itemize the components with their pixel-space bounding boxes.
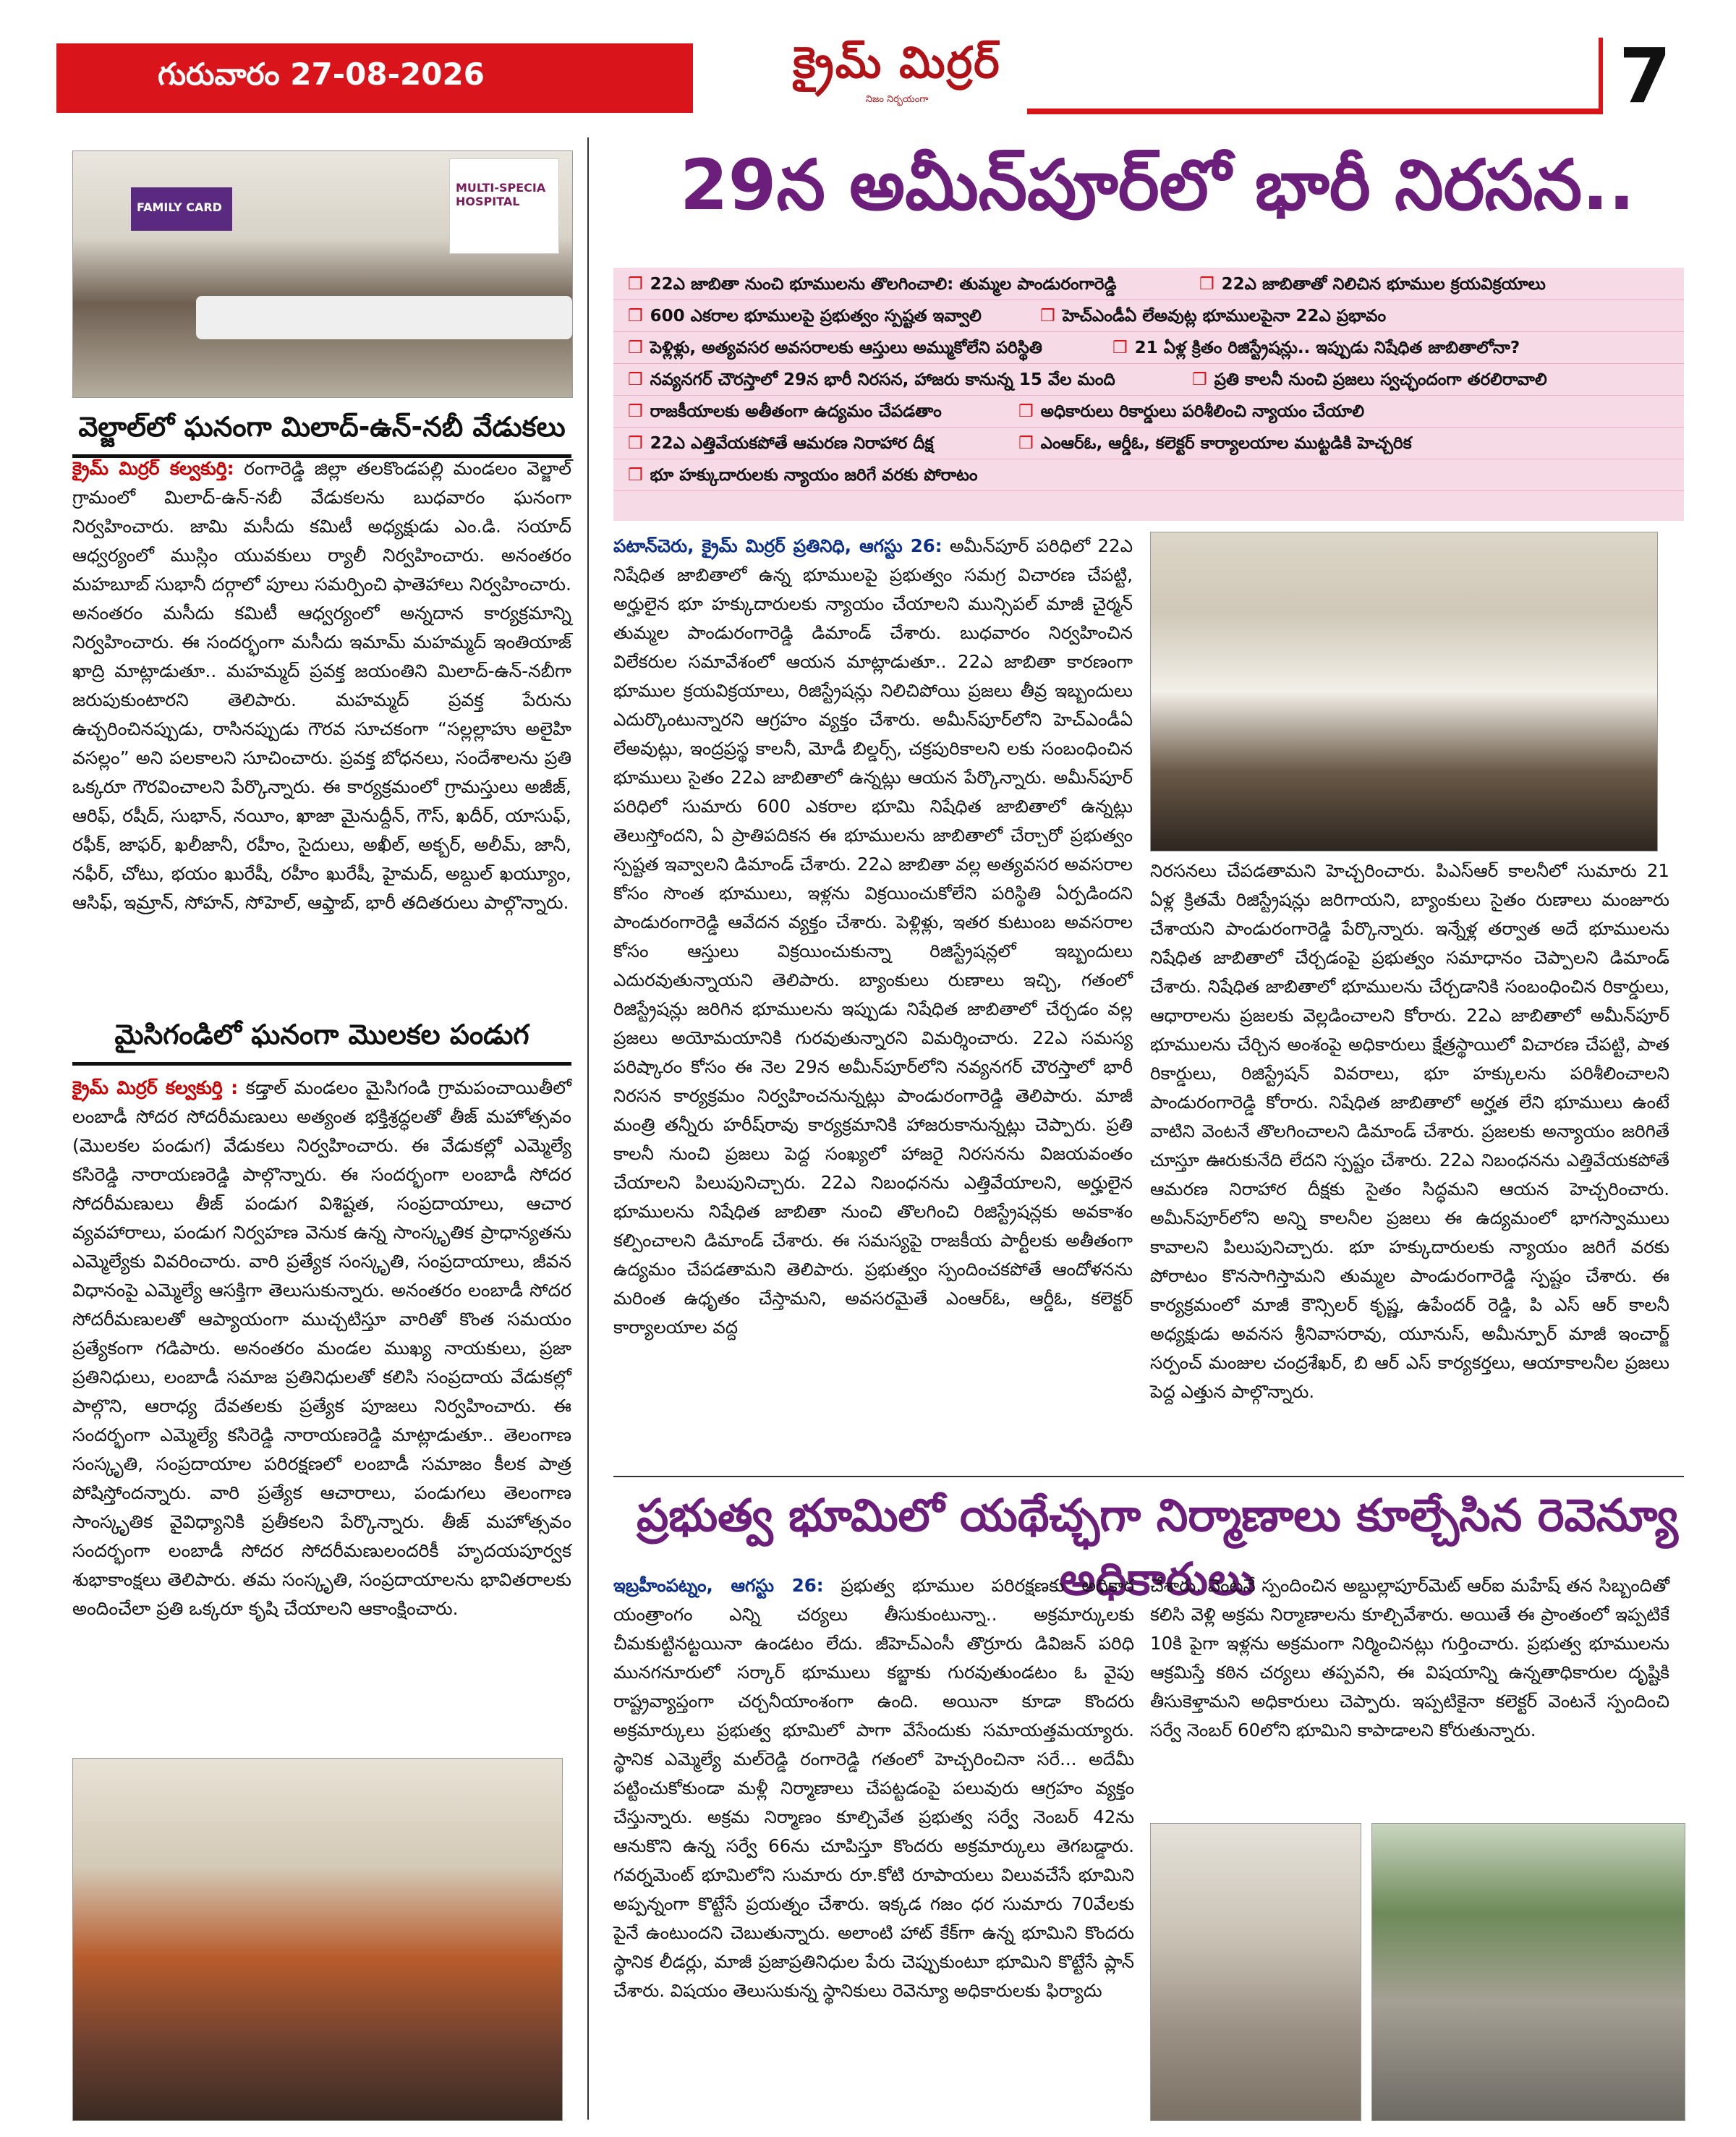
page-number: 7: [1619, 32, 1672, 120]
highlight-item: ❒ అధికారులు రికార్డులు పరిశీలించి న్యాయం చేయాలి: [1018, 402, 1364, 425]
highlight-item: ❒ 600 ఎకరాల భూములపై ప్రభుత్వం స్పష్టత ఇవ్వాలి: [628, 307, 982, 330]
story2-headline: మైసిగండిలో ఘనంగా మొలకల పండుగ: [72, 1019, 571, 1066]
highlight-item: ❒ 22ఎ జాబితాతో నిలిచిన భూముల క్రయవిక్రయాలు: [1199, 275, 1546, 298]
highlight-item: ❒ 22ఎ జాబితా నుంచి భూములను తొలగించాలి: తుమ్మల పాండురంగారెడ్డి: [628, 275, 1117, 298]
date-bar: [56, 43, 693, 113]
highlight-item: ❒ ప్రతి కాలనీ నుంచి ప్రజలు స్వచ్ఛందంగా తరలిరావాలి: [1192, 370, 1547, 394]
highlight-item: ❒ హెచ్‌ఎండీఏ లేఅవుట్ల భూములపైనా 22ఎ ప్రభావం: [1040, 307, 1386, 330]
story2-text: కడ్తాల్ మండలం మైసిగండి గ్రామపంచాయితీలో లంబాడీ సోదర సోదరీమణులు అత్యంత భక్తిశ్రద్ధలతో తీజ్ మహోత్సవం (మొలకల పండుగ) వేడుకలు నిర్వహించారు. ఈ వేడుకల్లో ఎమ్మెల్యే కసిరెడ్డి నారాయణరెడ్డి పాల్గొన్నారు. ఈ సందర్భంగా లంబాడీ సోదర సోదరీమణులు తీజ్ పండుగ విశిష్టత, సంప్రదాయాలు, ఆచార వ్యవహారాలు, పండుగ నిర్వహణ వెనుక ఉన్న సాంస్కృతిక ప్రాధాన్యతను ఎమ్మెల్యేకు వివరించారు. వారి ప్రత్యేక సంస్కృతి, సంప్రదాయాలు, జీవన విధానంపై ఎమ్మెల్యే ఆసక్తిగా తెలుసుకున్నారు. అనంతరం లంబాడీ సోదర సోదరీమణులతో ఆప్యాయంగా ముచ్చటిస్తూ వారితో కొంత సమయం ప్రత్యేకంగా గడిపారు. అనంతరం మండల ముఖ్య నాయకులు, ప్రజా ప్రతినిధులు, లంబాడీ సమాజ ప్రతినిధులతో కలిసి సంప్రదాయ వేడుకల్లో పాల్గొని, ఆరాధ్య దేవతలకు ప్రత్యేక పూజలు నిర్వహించారు. ఈ సందర్భంగా ఎమ్మెల్యే కసిరెడ్డి నారాయణరెడ్డి మాట్లాడుతూ.. తెలంగాణ సంస్కృతి, సంప్రదాయాల పరిరక్షణలో లంబాడీ సమాజం కీలక పాత్ర పోషిస్తోందన్నారు. వారి ప్రత్యేక ఆచారాలు, పండుగలు తెలంగాణ సాంస్కృతిక వైవిధ్యానికి ప్రతీకలని పేర్కొన్నారు. తీజ్ మహోత్సవం సందర్భంగా లంబాడీ సోదర సోదరీమణులందరికీ హృదయపూర్వక శుభాకాంక్షలు తెలిపారు. తమ సంస్కృతి, సంప్రదాయాలను భావితరాలకు అందించేలా ప్రతి ఒక్కరూ కృషి చేయాలని ఆకాంక్షించారు.: [72, 1077, 571, 1619]
issue-date: గురువారం 27-08-2026: [158, 56, 485, 92]
story1-dateline: క్రైమ్ మిర్రర్ కల్వకుర్తి:: [72, 458, 234, 479]
highlight-item: ❒ 21 ఏళ్ల క్రితం రిజిస్ట్రేషన్లు.. ఇప్పుడు నిషేధిత జాబితాలోనా?: [1112, 339, 1520, 362]
main-body-left: [613, 532, 1133, 1342]
story3-photo-2: [1371, 1823, 1685, 2121]
column-divider: [587, 137, 589, 2120]
highlight-item: ❒ రాజకీయాలకు అతీతంగా ఉద్యమం చేపడతాం: [628, 402, 942, 425]
highlight-item: ❒ ఎంఆర్‌ఓ, ఆర్డీఓ, కలెక్టర్ కార్యాలయాల ముట్టడికి హెచ్చరిక: [1018, 434, 1412, 457]
story3-body-right: [1150, 1571, 1669, 1745]
brand-name: క్రైమ్ మిర్రర్: [793, 38, 1001, 88]
highlight-item: ❒ భూ హక్కుదారులకు న్యాయం జరిగే వరకు పోరాటం: [628, 466, 978, 489]
masthead-rule: [1027, 109, 1620, 114]
hospital-banner-text: MULTI-SPECIA HOSPITAL: [456, 181, 546, 208]
story3-text-left: ప్రభుత్వ భూముల పరిరక్షణకు అధికార యంత్రాంగం ఎన్ని చర్యలు తీసుకుంటున్నా.. అక్రమార్కులకు చీమకుట్టినట్టయినా ఉండటం లేదు. జీహెచ్‌ఎంసీ తొర్రూరు డివిజన్ పరిధి మునగనూరులో సర్కార్ భూములు కబ్జాకు గురవుతుండటం ఓ వైపు రాష్ట్రవ్యాప్తంగా చర్చనీయాంశంగా ఉంది. అయినా కూడా కొందరు అక్రమార్కులు ప్రభుత్వ భూమిలో పాగా వేసేందుకు సమాయత్తమయ్యారు. స్థానిక ఎమ్మెల్యే మల్‌రెడ్డి రంగారెడ్డి గతంలో హెచ్చరించినా సరే... అదేమీ పట్టించుకోకుండా మళ్లీ నిర్మాణాలు చేపట్టడంపై పలువురు ఆగ్రహం వ్యక్తం చేస్తున్నారు. అక్రమ నిర్మాణం కూల్చివేత ప్రభుత్వ సర్వే నెంబర్ 42ను ఆనుకొని ఉన్న సర్వే 66ను చూపిస్తూ కొందరు అక్రమార్కులు తెగబడ్డారు. గవర్నమెంట్ భూమిలోని సుమారు రూ.కోటి రూపాయలు విలువచేసే భూమిని అప్పన్నంగా కొట్టేసే ప్రయత్నం చేశారు. ఇక్కడ గజం ధర సుమారు 70వేలకు పైనే ఉంటుందని చెబుతున్నారు. అలాంటి హాట్ కేక్‌గా ఉన్న భూమిని కొందరు స్థానిక లీడర్లు, మాజీ ప్రజాప్రతినిధుల పేరు చెప్పుకుంటూ భూమిని కొట్టేసే ప్లాన్ చేశారు. విషయం తెలుసుకున్న స్థానికులు రెవెన్యూ అధికారులకు ఫిర్యాదు: [613, 1575, 1134, 2001]
story1-photo: [72, 150, 573, 398]
main-dateline: పటాన్‌చెరు, క్రైమ్ మిర్రర్ ప్రతినిధి, ఆగస్టు 26:: [613, 535, 943, 556]
main-headline: 29న అమీన్‌పూర్‌లో భారీ నిరసన..: [679, 145, 1635, 226]
highlight-item: ❒ 22ఎ ఎత్తివేయకపోతే ఆమరణ నిరాహార దీక్ష: [628, 434, 934, 457]
story1-headline: వెల్జాల్‌లో ఘనంగా మిలాద్-ఉన్-నబీ వేడుకలు: [72, 411, 571, 458]
story1-text: రంగారెడ్డి జిల్లా తలకొండపల్లి మండలం వెల్జాల్ గ్రామంలో మిలాద్-ఉన్-నబీ వేడుకలను బుధవారం ఘనంగా నిర్వహించారు. జామి మసీదు కమిటీ అధ్యక్షుడు ఎం.డి. సయాద్ ఆధ్వర్యంలో ముస్లిం యువకులు ర్యాలీ నిర్వహించారు. అనంతరం మహబూబ్ సుభానీ దర్గాలో పూలు సమర్పించి ఫాతెహాలు నిర్వహించారు. అనంతరం మసీదు కమిటీ ఆధ్వర్యంలో అన్నదాన కార్యక్రమాన్ని నిర్వహించారు. ఈ సందర్భంగా మసీదు ఇమామ్ మహమ్మద్ ఇంతియాజ్ ఖాద్రి మాట్లాడుతూ.. మహమ్మద్ ప్రవక్త జయంతిని మిలాద్-ఉన్-నబీగా జరుపుకుంటారని తెలిపారు. మహమ్మద్ ప్రవక్త పేరును ఉచ్చరించినప్పుడు, రాసినప్పుడు గౌరవ సూచకంగా “సల్లల్లాహు అలైహి వసల్లం” అని పలకాలని సూచించారు. ప్రవక్త బోధనలు, సందేశాలను ప్రతి ఒక్కరూ గౌరవించాలని పేర్కొన్నారు. ఈ కార్యక్రమంలో గ్రామస్తులు అజీజ్, ఆరిఫ్, రషీద్, సుభాన్, నయీం, ఖాజా మైనుద్దీన్, గౌస్, ఖదీర్, యాసుఫ్, రఫీక్, జాఫర్, ఖలీజానీ, రహీం, సైదులు, అఖీల్, అక్బర్, అలీమ్, జానీ, నఫీర్, చోటు, భయం ఖురేషీ, రహీం ఖురేషీ, హైమద్, అబ్దుల్ ఖయ్యూం, ఆసిఫ్, ఇమ్రాన్, సోహన్, సోహెల్, ఆఫ్తాబ్, భారీ తదితరులు పాల్గొన్నారు.: [72, 458, 571, 913]
family-card-banner: FAMILY CARD: [137, 200, 222, 214]
story1-body: [72, 454, 571, 917]
main-body-right: [1150, 857, 1669, 1406]
story3-photo-1: [1150, 1823, 1361, 2121]
main-text-right: నిరసనలు చేపడతామని హెచ్చరించారు. పిఎస్‌ఆర్ కాలనీలో సుమారు 21 ఏళ్ల క్రితమే రిజిస్ట్రేషన్లు జరిగాయని, బ్యాంకులు సైతం రుణాలు మంజూరు చేశాయని పాండురంగారెడ్డి పేర్కొన్నారు. ఇన్నేళ్ల తర్వాత అదే భూములను నిషేధిత జాబితాలో చేర్చడంపై ప్రభుత్వం సమాధానం చెప్పాలని డిమాండ్ చేశారు. నిషేధిత జాబితాలో భూములను చేర్చడానికి సంబంధించిన రికార్డులు, ఆధారాలను ప్రజలకు వెల్లడించాలని కోరారు. 22ఎ జాబితాలో అమీన్‌పూర్ భూములను చేర్చిన అంశంపై అధికారులు క్షేత్రస్థాయిలో విచారణ చేపట్టి, పాత రికార్డులు, రిజిస్ట్రేషన్ వివరాలు, భూ హక్కులను పరిశీలించాలని పాండురంగారెడ్డి కోరారు. నిషేధిత జాబితాలో అర్హత లేని భూములు ఉంటే వాటిని వెంటనే తొలగించాలని డిమాండ్ చేశారు. ప్రజలకు అన్యాయం జరిగితే చూస్తూ ఊరుకునేది లేదని స్పష్టం చేశారు. 22ఎ నిబంధనను ఎత్తివేయకపోతే ఆమరణ నిరాహార దీక్షకు సైతం సిద్ధమని ఆయన హెచ్చరించారు. అమీన్‌పూర్‌లోని అన్ని కాలనీల ప్రజలు ఈ ఉద్యమంలో భాగస్వాములు కావాలని పిలుపునిచ్చారు. భూ హక్కుదారులకు న్యాయం జరిగే వరకు పోరాటం కొనసాగిస్తామని తుమ్మల పాండురంగారెడ్డి స్పష్టం చేశారు. ఈ కార్యక్రమంలో మాజీ కౌన్సిలర్ కృష్ణ, ఉపేందర్ రెడ్డి, పి ఎస్ ఆర్ కాలనీ అధ్యక్షుడు అవనస శ్రీనివాసరావు, యూనుస్, అమీన్పూర్ మాజీ ఇంచార్జ్ సర్పంచ్ మంజుల చంద్రశేఖర్, బి ఆర్ ఎస్ కార్యకర్తలు, ఆయాకాలనీల ప్రజలు పెద్ద ఎత్తున పాల్గొన్నారు.: [1150, 860, 1669, 1402]
newspaper-logo: [788, 38, 1005, 110]
story3-dateline: ఇబ్రహీంపట్నం, ఆగస్టు 26:: [613, 1575, 824, 1596]
main-text-left: అమీన్‌పూర్ పరిధిలో 22ఎ నిషేధిత జాబితాలో ఉన్న భూములపై ప్రభుత్వం సమగ్ర విచారణ చేపట్టి, అర్హులైన భూ హక్కుదారులకు న్యాయం చేయాలని మున్సిపల్ మాజీ చైర్మన్ తుమ్మల పాండురంగారెడ్డి డిమాండ్ చేశారు. బుధవారం నిర్వహించిన విలేకరుల సమావేశంలో ఆయన మాట్లాడుతూ.. 22ఎ జాబితా కారణంగా భూముల క్రయవిక్రయాలు, రిజిస్ట్రేషన్లు నిలిచిపోయి ప్రజలు తీవ్ర ఇబ్బందులు ఎదుర్కొంటున్నారని ఆగ్రహం వ్యక్తం చేశారు. అమీన్‌పూర్‌లోని హెచ్‌ఎండీఏ లేఅవుట్లు, ఇంద్రప్రస్థ కాలనీ, మోడీ బిల్డర్స్, చక్రపురికాలని లకు సంబంధించిన భూములు సైతం 22ఎ జాబితాలో ఉన్నట్లు ఆయన పేర్కొన్నారు. అమీన్‌పూర్ పరిధిలో సుమారు 600 ఎకరాల భూమి నిషేధిత జాబితాలో ఉన్నట్లు తెలుస్తోందని, ఏ ప్రాతిపదికన ఈ భూములను జాబితాలో చేర్చారో ప్రభుత్వం స్పష్టత ఇవ్వాలని డిమాండ్ చేశారు. 22ఎ జాబితా వల్ల అత్యవసర అవసరాల కోసం సొంత భూములు, ఇళ్లను విక్రయించుకోలేని పరిస్థితి ఏర్పడిందని పాండురంగారెడ్డి ఆవేదన వ్యక్తం చేశారు. పెళ్లిళ్లు, ఇతర కుటుంబ అవసరాల కోసం ఆస్తులు విక్రయించుకున్నా రిజిస్ట్రేషన్లలో ఇబ్బందులు ఎదురవుతున్నాయని తెలిపారు. బ్యాంకులు రుణాలు ఇచ్చి, గతంలో రిజిస్ట్రేషన్లు జరిగిన భూములను ఇప్పుడు నిషేధిత జాబితాలో చేర్చడం వల్ల ప్రజలు అయోమయానికి గురవుతున్నారని విమర్శించారు. 22ఎ సమస్య పరిష్కారం కోసం ఈ నెల 29న అమీన్‌పూర్‌లోని నవ్యనగర్ చౌరస్తాలో భారీ నిరసన కార్యక్రమం నిర్వహించనున్నట్లు పాండురంగారెడ్డి తెలిపారు. మాజీ మంత్రి తన్నీరు హరీష్‌రావు కార్యక్రమానికి హాజరుకానున్నట్లు చెప్పారు. ప్రతి కాలనీ నుంచి ప్రజలు పెద్ద సంఖ్యలో హాజరై నిరసనను విజయవంతం చేయాలని పిలుపునిచ్చారు. 22ఎ నిబంధనను ఎత్తివేయాలని, అర్హులైన భూములను నిషేధిత జాబితా నుంచి తొలగించి రిజిస్ట్రేషన్లకు అవకాశం కల్పించాలని డిమాండ్ చేశారు. ఈ సమస్యపై రాజకీయ పార్టీలకు అతీతంగా ఉద్యమం చేపడతామని తెలిపారు. ప్రభుత్వం స్పందించకపోతే ఆందోళనను మరింత ఉధృతం చేస్తామని, అవసరమైతే ఎంఆర్‌ఓ, ఆర్డీఓ, కలెక్టర్ కార్యాలయాల వద్ద: [613, 535, 1133, 1338]
story2-dateline: క్రైమ్ మిర్రర్ కల్వకుర్తి :: [72, 1077, 239, 1098]
story3-headline: ప్రభుత్వ భూమిలో యథేచ్ఛగా నిర్మాణాలు కూల్చేసిన రెవెన్యూ అధికారులు: [637, 1489, 1678, 1605]
highlight-item: ❒ నవ్యనగర్ చౌరస్తాలో 29న భారీ నిరసన, హాజరు కానున్న 15 వేల మంది: [628, 370, 1115, 394]
highlights-box: [613, 268, 1684, 521]
section-divider: [613, 1476, 1684, 1477]
story3-body-left: [613, 1571, 1134, 2005]
page-number-box: [1599, 32, 1690, 120]
main-photo: [1150, 532, 1658, 851]
brand-tagline: నిజం నిర్భయంగా: [865, 94, 929, 105]
story2-body: [72, 1074, 571, 1623]
highlight-item: ❒ పెళ్లిళ్లు, అత్యవసర అవసరాలకు ఆస్తులు అమ్ముకోలేని పరిస్థితి: [628, 339, 1042, 362]
story3-text-right: చేశారు. వెంటనే స్పందించిన అబ్దుల్లాపూర్‌మెట్ ఆర్‌ఐ మహేష్ తన సిబ్బందితో కలిసి వెళ్లి అక్రమ నిర్మాణాలను కూల్చివేశారు. అయితే ఈ ప్రాంతంలో ఇప్పటికే 10కి పైగా ఇళ్లను అక్రమంగా నిర్మించినట్లు గుర్తించారు. ప్రభుత్వ భూములను ఆక్రమిస్తే కఠిన చర్యలు తప్పవని, ఈ విషయాన్ని ఉన్నతాధికారుల దృష్టికి తీసుకెళ్తామని అధికారులు చెప్పారు. ఇప్పటికైనా కలెక్టర్ వెంటనే స్పందించి సర్వే నెంబర్ 60లోని భూమిని కాపాడాలని కోరుతున్నారు.: [1150, 1575, 1669, 1741]
story2-photo: [72, 1758, 563, 2121]
